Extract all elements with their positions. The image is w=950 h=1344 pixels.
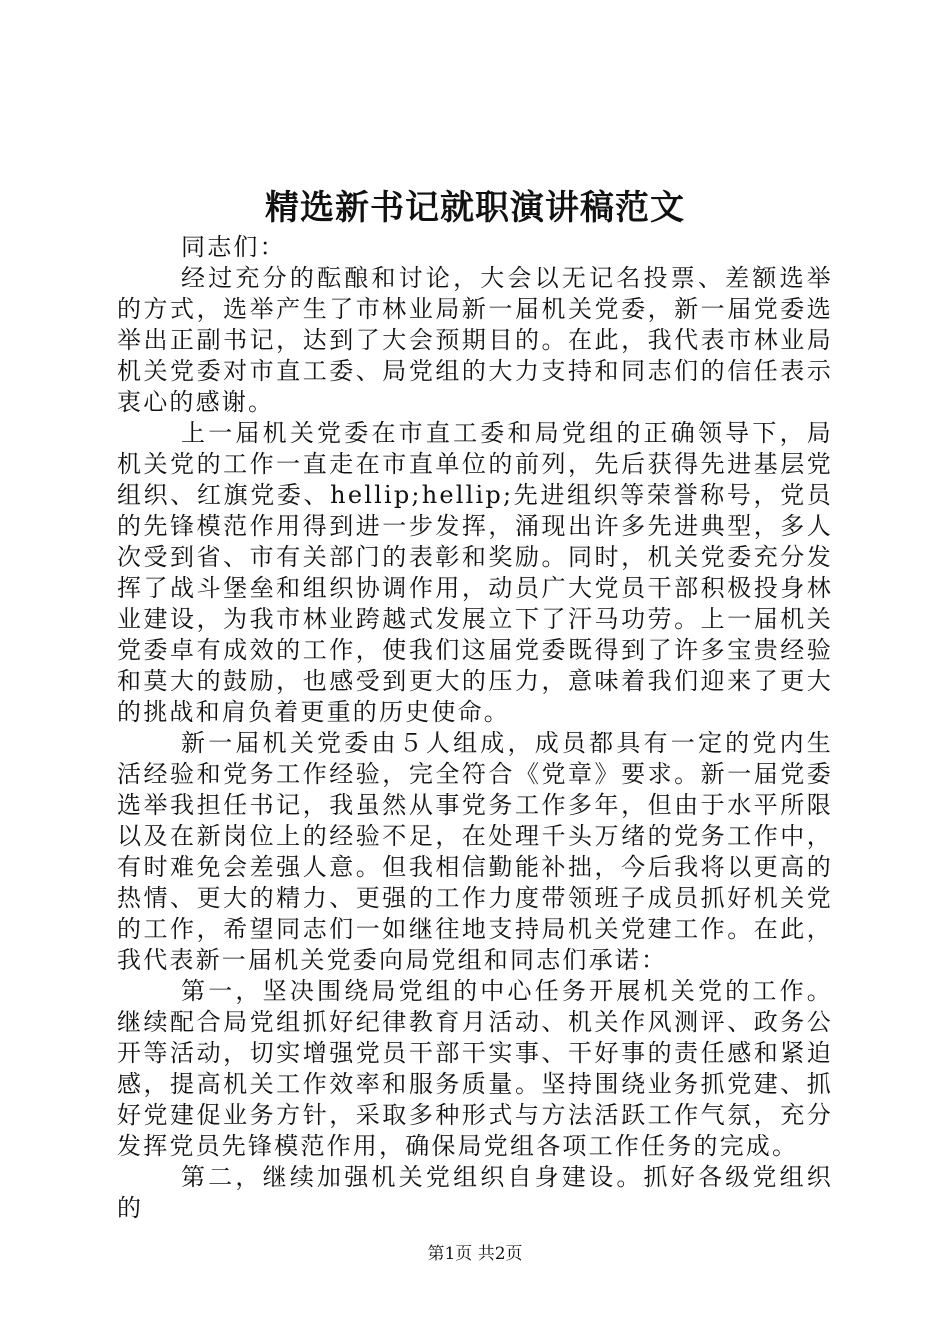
paragraph: 第一，坚决围绕局党组的中心任务开展机关党的工作。继续配合局党组抓好纪律教育月活动、机关作风测评、政务公开等活动，切实增强党员干部干实事、干好事的责任感和紧迫感，提高机关工作效率和服务质量。坚持围绕业务抓党建、抓好党建促业务方针，采取多种形式与方法活跃工作气氛，充分发挥党员先锋模范作用，确保局党组各项工作任务的完成。 <box>117 977 833 1160</box>
page-number: 第1页 共2页 <box>427 1244 523 1264</box>
paragraph: 经过充分的酝酿和讨论，大会以无记名投票、差额选举的方式，选举产生了市林业局新一届机关党委，新一届党委选举出正副书记，达到了大会预期目的。在此，我代表市林业局机关党委对市直工委、局党组的大力支持和同志们的信任表示衷心的感谢。 <box>117 264 833 416</box>
paragraph: 上一届机关党委在市直工委和局党组的正确领导下，局机关党的工作一直走在市直单位的前列，先后获得先进基层党组织、红旗党委、hellip;hellip;先进组织等荣誉称号，党员的先锋模范作用得到进一步发挥，涌现出许多先进典型，多人次受到省、市有关部门的表彰和奖励。同时，机关党委充分发挥了战斗堡垒和组织协调作用，动员广大党员干部积极投身林业建设，为我市林业跨越式发展立下了汗马功劳。上一届机关党委卓有成效的工作，使我们这届党委既得到了许多宝贵经验和莫大的鼓励，也感受到更大的压力，意味着我们迎来了更大的挑战和肩负着更重的历史使命。 <box>117 419 833 726</box>
paragraph: 第二，继续加强机关党组织自身建设。抓好各级党组织的 <box>117 1163 833 1222</box>
document-title: 精选新书记就职演讲稿范文 <box>265 188 685 228</box>
salutation: 同志们： <box>181 233 286 261</box>
document-body <box>117 232 833 1224</box>
paragraph: 新一届机关党委由５人组成，成员都具有一定的党内生活经验和党务工作经验，完全符合《党章》要求。新一届党委选举我担任书记，我虽然从事党务工作多年，但由于水平所限以及在新岗位上的经验不足，在处理千头万绪的党务工作中，有时难免会差强人意。但我相信勤能补拙，今后我将以更高的热情、更大的精力、更强的工作力度带领班子成员抓好机关党的工作，希望同志们一如继往地支持局机关党建工作。在此，我代表新一届机关党委向局党组和同志们承诺： <box>117 729 833 974</box>
